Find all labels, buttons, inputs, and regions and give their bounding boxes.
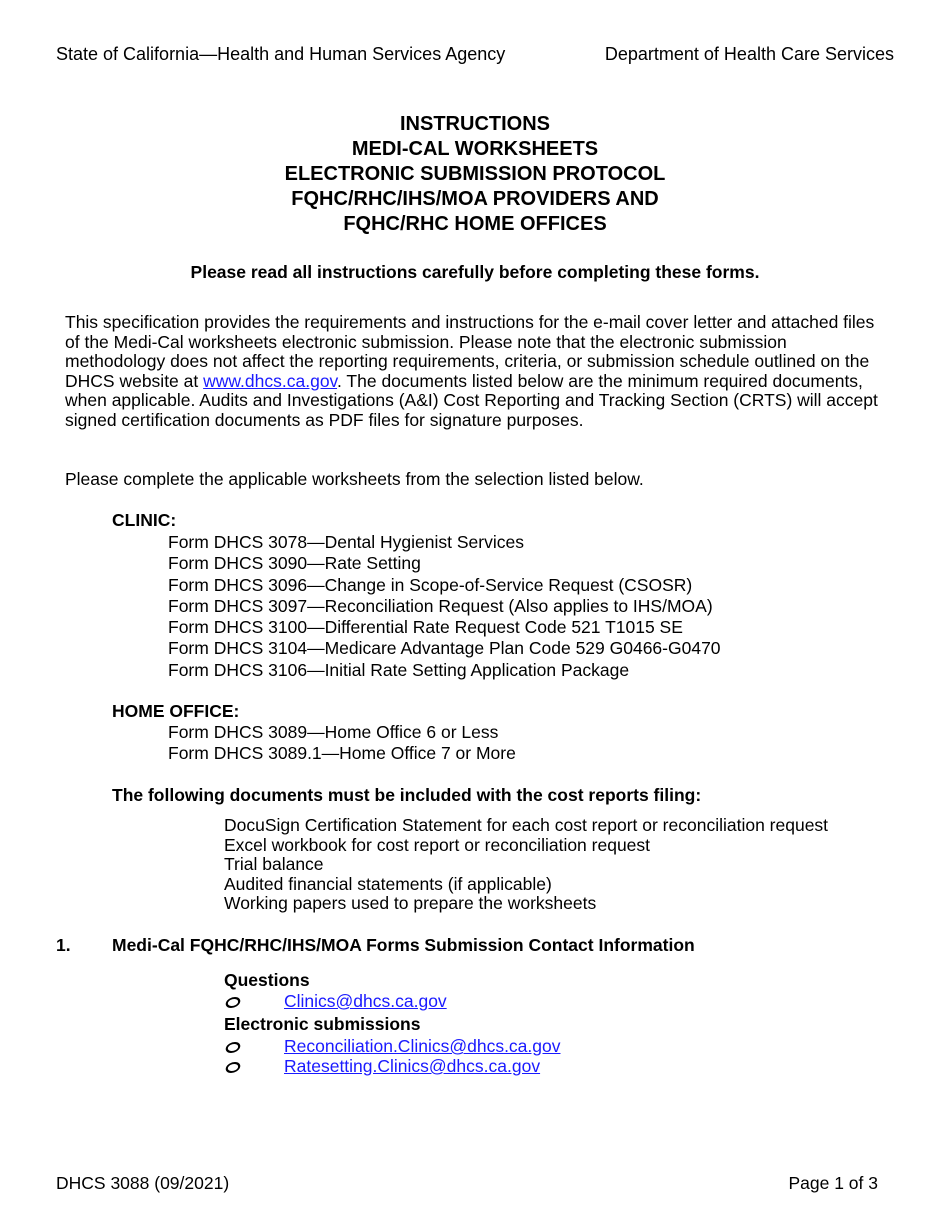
form-number: DHCS 3088 (09/2021) xyxy=(56,1173,230,1193)
electronic-contact-row xyxy=(226,1036,561,1057)
title-line: FQHC/RHC HOME OFFICES xyxy=(343,213,607,235)
bullet-icon xyxy=(224,997,242,1008)
list-item: Form DHCS 3089.1—Home Office 7 or More xyxy=(168,743,516,764)
list-item: Excel workbook for cost report or reconciliation request xyxy=(224,834,651,855)
select-worksheets-text: Please complete the applicable worksheets from the selection listed below. xyxy=(65,469,644,489)
header-department: Department of Health Care Services xyxy=(604,44,894,64)
intro-text-after: . The documents listed below are the minimum required documents, when applicable. Audits and Investigations (A&I) Cost Reporting and Tracking Section (CRTS) will accept signed certification documents as PDF files for signature purposes. xyxy=(65,370,878,430)
section-title: Medi-Cal FQHC/RHC/IHS/MOA Forms Submission Contact Information xyxy=(112,935,695,955)
electronic-submissions-heading: Electronic submissions xyxy=(224,1014,421,1034)
list-item: Form DHCS 3089—Home Office 6 or Less xyxy=(168,722,499,742)
list-item: Audited financial statements (if applicable) xyxy=(224,873,552,894)
list-item: Form DHCS 3090—Rate Setting xyxy=(168,553,421,574)
clinics-email-link[interactable]: Clinics@dhcs.ca.gov xyxy=(284,991,447,1011)
list-item: Form DHCS 3104—Medicare Advantage Plan Code 529 G0466-G0470 xyxy=(168,638,721,659)
clinic-forms-list xyxy=(168,532,721,681)
list-item: Working papers used to prepare the worksheets xyxy=(224,893,597,914)
clinic-heading: CLINIC: xyxy=(112,510,177,530)
required-docs-list xyxy=(224,816,828,914)
title-line: INSTRUCTIONS xyxy=(400,113,550,135)
electronic-contact-row xyxy=(226,1056,540,1077)
title-line: FQHC/RHC/IHS/MOA PROVIDERS AND xyxy=(291,188,659,210)
questions-contact-row xyxy=(226,991,447,1012)
dhcs-website-link[interactable]: www.dhcs.ca.gov xyxy=(203,370,338,391)
title-line: MEDI-CAL WORKSHEETS xyxy=(351,138,599,160)
page-number: Page 1 of 3 xyxy=(788,1173,878,1193)
ratesetting-email-link[interactable]: Ratesetting.Clinics@dhcs.ca.gov xyxy=(284,1056,541,1076)
list-item: Form DHCS 3097—Reconciliation Request (Also applies to IHS/MOA) xyxy=(168,595,713,616)
required-docs-heading: The following documents must be included with the cost reports filing: xyxy=(112,785,702,805)
list-item: Form DHCS 3106—Initial Rate Setting Application Package xyxy=(168,659,630,680)
list-item: Trial balance xyxy=(224,854,324,875)
header-agency: State of California—Health and Human Services Agency xyxy=(56,44,506,64)
questions-heading: Questions xyxy=(224,970,310,990)
document-title xyxy=(0,112,950,237)
list-item: Form DHCS 3100—Differential Rate Request Code 521 T1015 SE xyxy=(168,617,683,638)
intro-text-before: This specification provides the requirements and instructions for the e-mail cover letter and attached files of the Medi-Cal worksheets electronic submission. Please note that the electronic submission methodology does not affect the reporting requirements, criteria, or submission schedule outlined on the DHCS website at xyxy=(65,312,875,391)
list-item: DocuSign Certification Statement for each cost report or reconciliation request xyxy=(224,815,829,835)
read-instructions-note: Please read all instructions carefully before completing these forms. xyxy=(190,262,760,282)
list-item: Form DHCS 3078—Dental Hygienist Services xyxy=(168,532,524,552)
list-item: Form DHCS 3096—Change in Scope-of-Service Request (CSOSR) xyxy=(168,574,693,595)
intro-paragraph xyxy=(65,313,885,430)
section-number: 1. xyxy=(56,935,71,955)
reconciliation-email-link[interactable]: Reconciliation.Clinics@dhcs.ca.gov xyxy=(284,1036,561,1056)
title-line: ELECTRONIC SUBMISSION PROTOCOL xyxy=(284,163,666,185)
home-office-heading: HOME OFFICE: xyxy=(112,701,240,721)
home-office-forms-list xyxy=(168,722,516,765)
bullet-icon xyxy=(224,1062,242,1073)
bullet-icon xyxy=(224,1042,242,1053)
